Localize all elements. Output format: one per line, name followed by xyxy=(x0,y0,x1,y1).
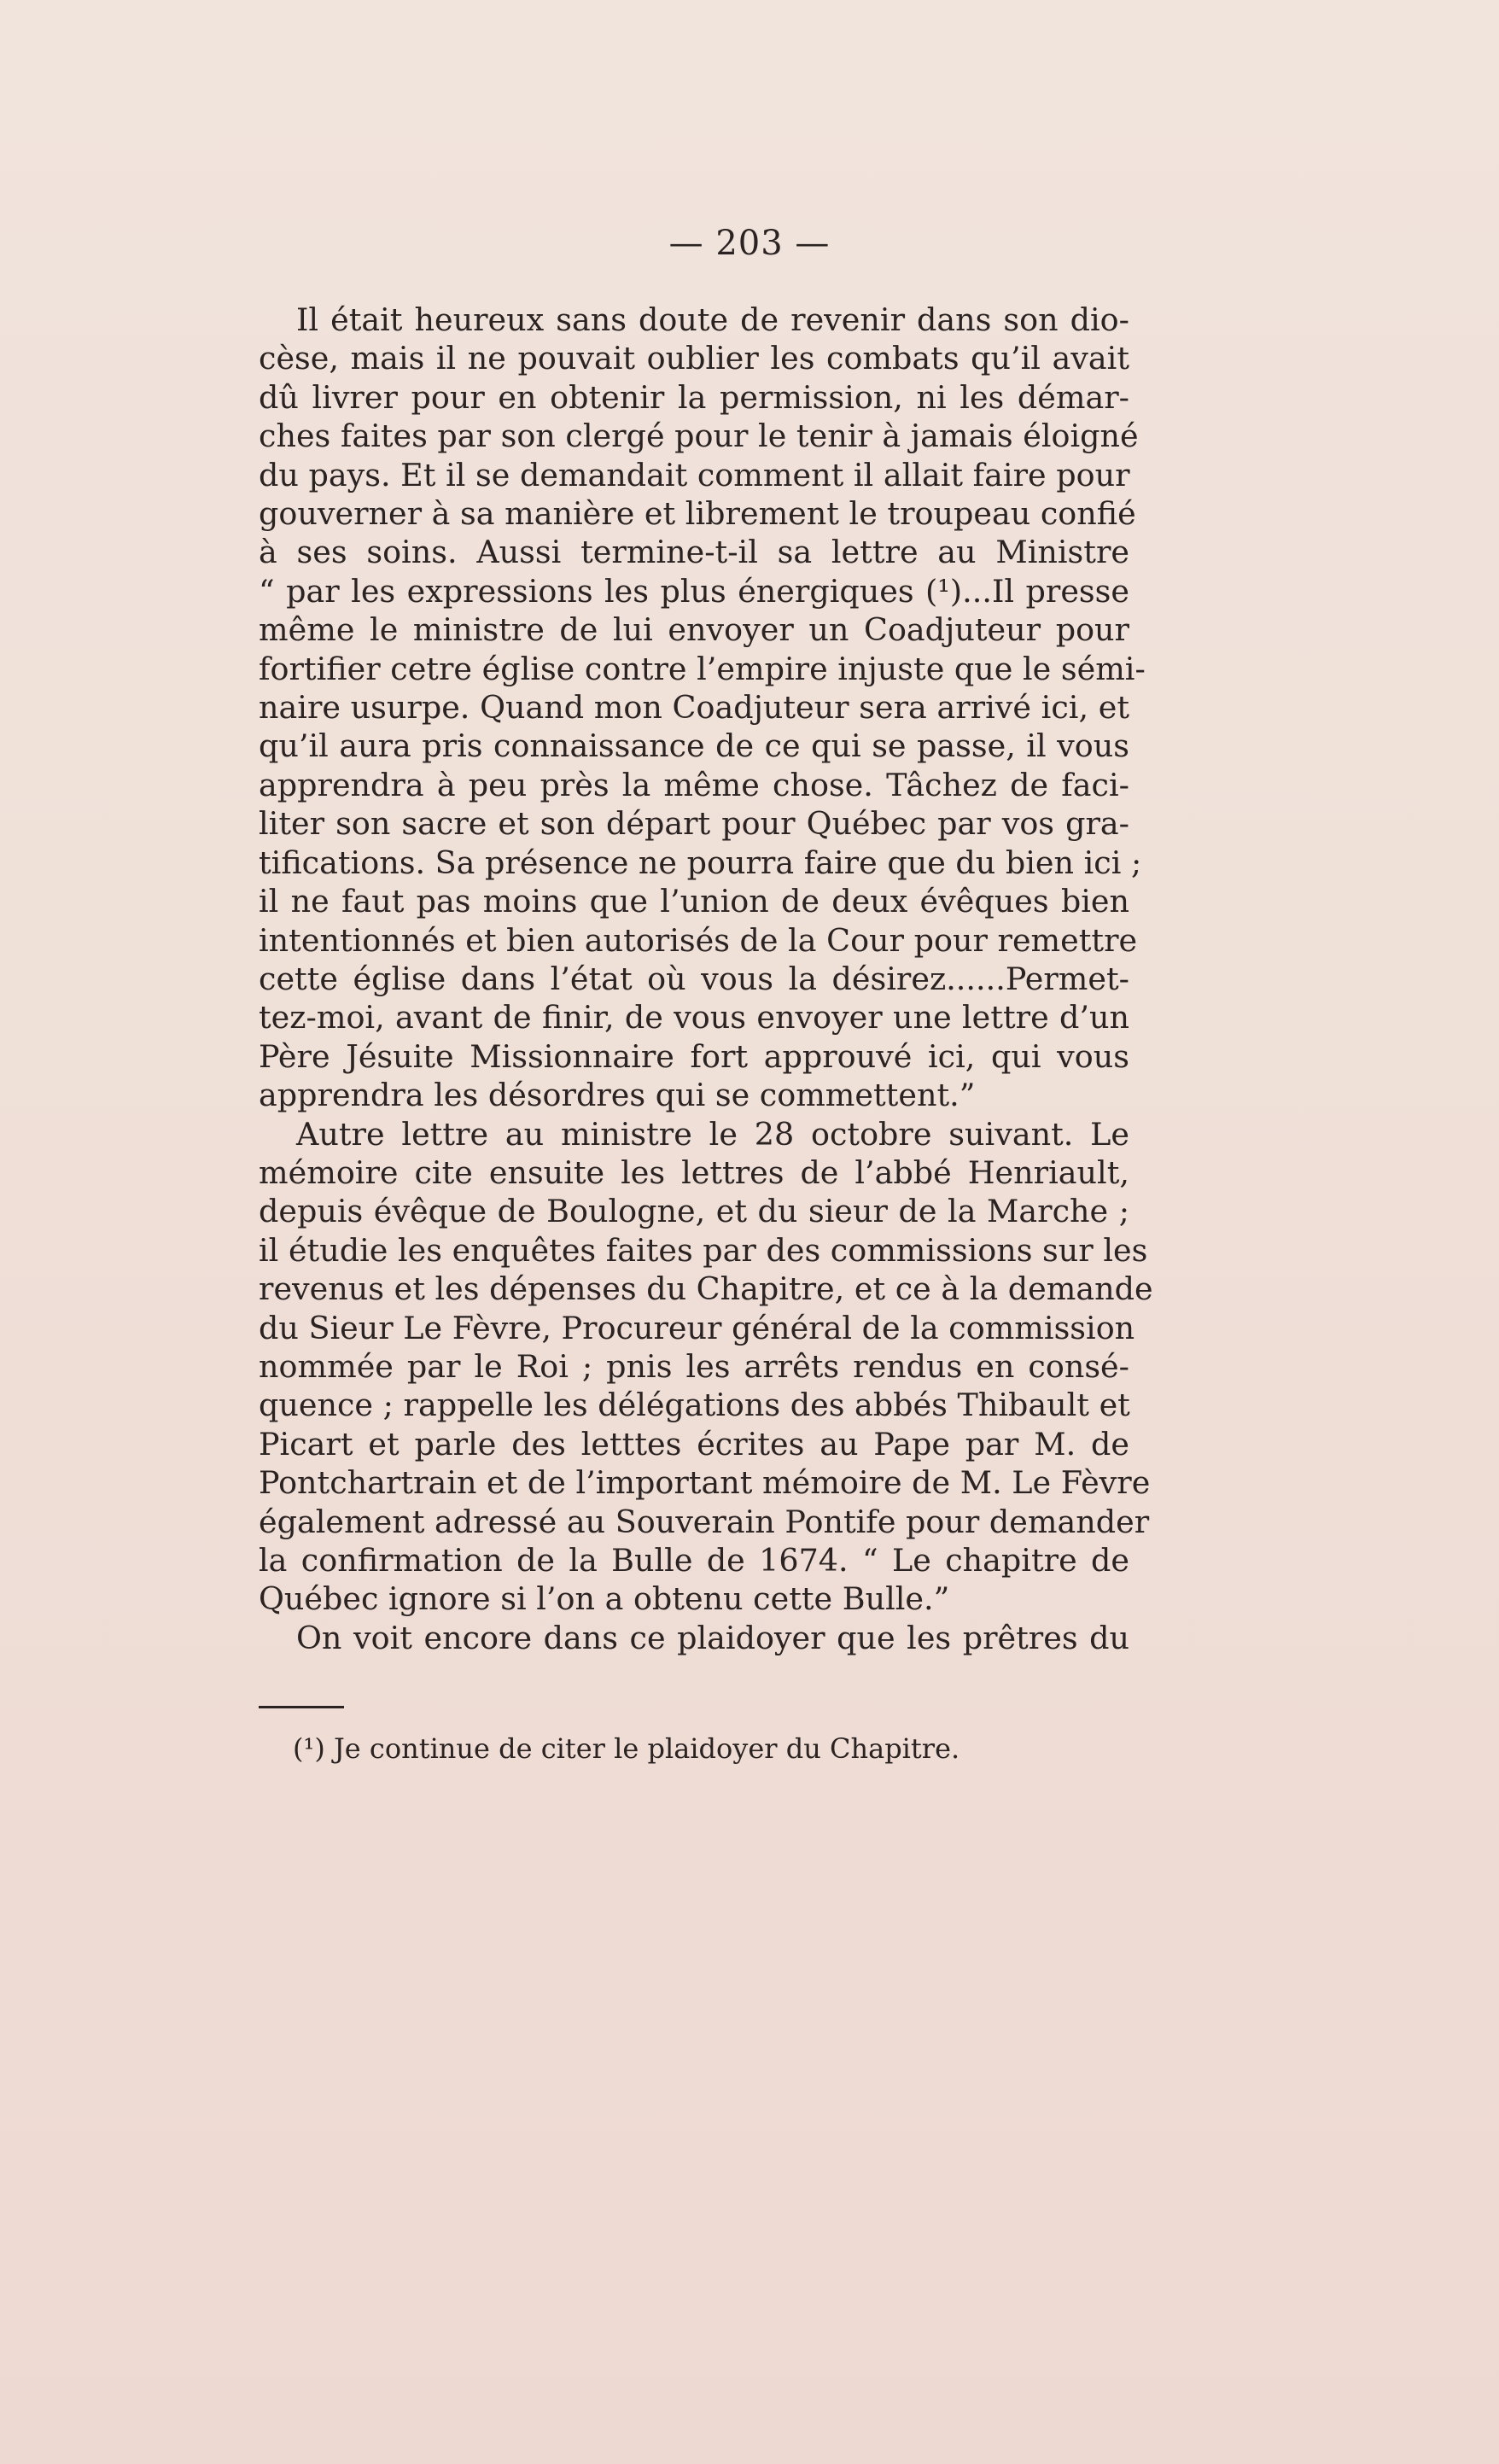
text-line: Québec ignore si l’on a obtenu cette Bulle.” xyxy=(259,1580,950,1618)
text-line: même le ministre de lui envoyer un Coadjuteur pour xyxy=(259,611,1129,649)
footnote-divider xyxy=(259,1706,344,1708)
text-line: Picart et parle des letttes écrites au Pape par M. de xyxy=(259,1425,1129,1463)
text-line: cette église dans l’état où vous la désirez......Permet- xyxy=(259,960,1129,997)
text-line: tez-moi, avant de finir, de vous envoyer une lettre d’un xyxy=(259,999,1129,1036)
text-line: il ne faut pas moins que l’union de deux évêques bien xyxy=(259,883,1129,920)
text-line: fortifier cetre église contre l’empire injuste que le sémi- xyxy=(259,650,1146,687)
text-line: apprendra les désordres qui se commettent.” xyxy=(259,1077,976,1114)
text-line: cèse, mais il ne pouvait oublier les combats qu’il avait xyxy=(259,340,1129,377)
text-line: tifications. Sa présence ne pourra faire que du bien ici ; xyxy=(259,844,1142,881)
text-line: qu’il aura pris connaissance de ce qui se passe, il vous xyxy=(259,727,1129,765)
text-line: à ses soins. Aussi termine-t-il sa lettre au Ministre xyxy=(259,534,1129,571)
text-line: revenus et les dépenses du Chapitre, et ce à la demande xyxy=(259,1270,1153,1308)
text-line: quence ; rappelle les délégations des abbés Thibault et xyxy=(259,1387,1130,1424)
text-line: Il était heureux sans doute de revenir dans son dio- xyxy=(296,301,1129,338)
page-number: — 203 — xyxy=(668,224,831,263)
text-line: ches faites par son clergé pour le tenir à jamais éloigné xyxy=(259,417,1139,455)
text-line: nommée par le Roi ; pnis les arrêts rendus en consé- xyxy=(259,1347,1129,1385)
text-line: il étudie les enquêtes faites par des commissions sur les xyxy=(259,1231,1148,1269)
footnote: (¹) Je continue de citer le plaidoyer du Chapitre. xyxy=(293,1732,960,1765)
text-line: du pays. Et il se demandait comment il allait faire pour xyxy=(259,456,1130,493)
text-line: Autre lettre au ministre le 28 octobre suivant. Le xyxy=(296,1115,1129,1153)
text-line: depuis évêque de Boulogne, et du sieur de la Marche ; xyxy=(259,1193,1129,1230)
text-line: mémoire cite ensuite les lettres de l’abbé Henriault, xyxy=(259,1153,1129,1191)
text-line: apprendra à peu près la même chose. Tâchez de faci- xyxy=(259,766,1129,803)
text-line: gouverner à sa manière et librement le troupeau confié xyxy=(259,495,1136,533)
text-line: Pontchartrain et de l’important mémoire de M. Le Fèvre xyxy=(259,1464,1151,1502)
text-line: intentionnés et bien autorisés de la Cour pour remettre xyxy=(259,921,1138,959)
text-line: la confirmation de la Bulle de 1674. “ Le chapitre de xyxy=(259,1542,1129,1579)
text-line: Père Jésuite Missionnaire fort approuvé ici, qui vous xyxy=(259,1037,1129,1075)
body-text xyxy=(259,301,1153,1657)
text-line: “ par les expressions les plus énergiques (¹)...Il presse xyxy=(259,572,1129,610)
text-line: naire usurpe. Quand mon Coadjuteur sera arrivé ici, et xyxy=(259,689,1129,727)
text-line: On voit encore dans ce plaidoyer que les prêtres du xyxy=(296,1619,1129,1656)
text-line: dû livrer pour en obtenir la permission, ni les démar- xyxy=(259,378,1129,416)
text-line: également adressé au Souverain Pontife pour demander xyxy=(259,1503,1150,1540)
text-line: liter son sacre et son départ pour Québec par vos gra- xyxy=(259,805,1129,843)
text-line: du Sieur Le Fèvre, Procureur général de la commission xyxy=(259,1309,1135,1346)
